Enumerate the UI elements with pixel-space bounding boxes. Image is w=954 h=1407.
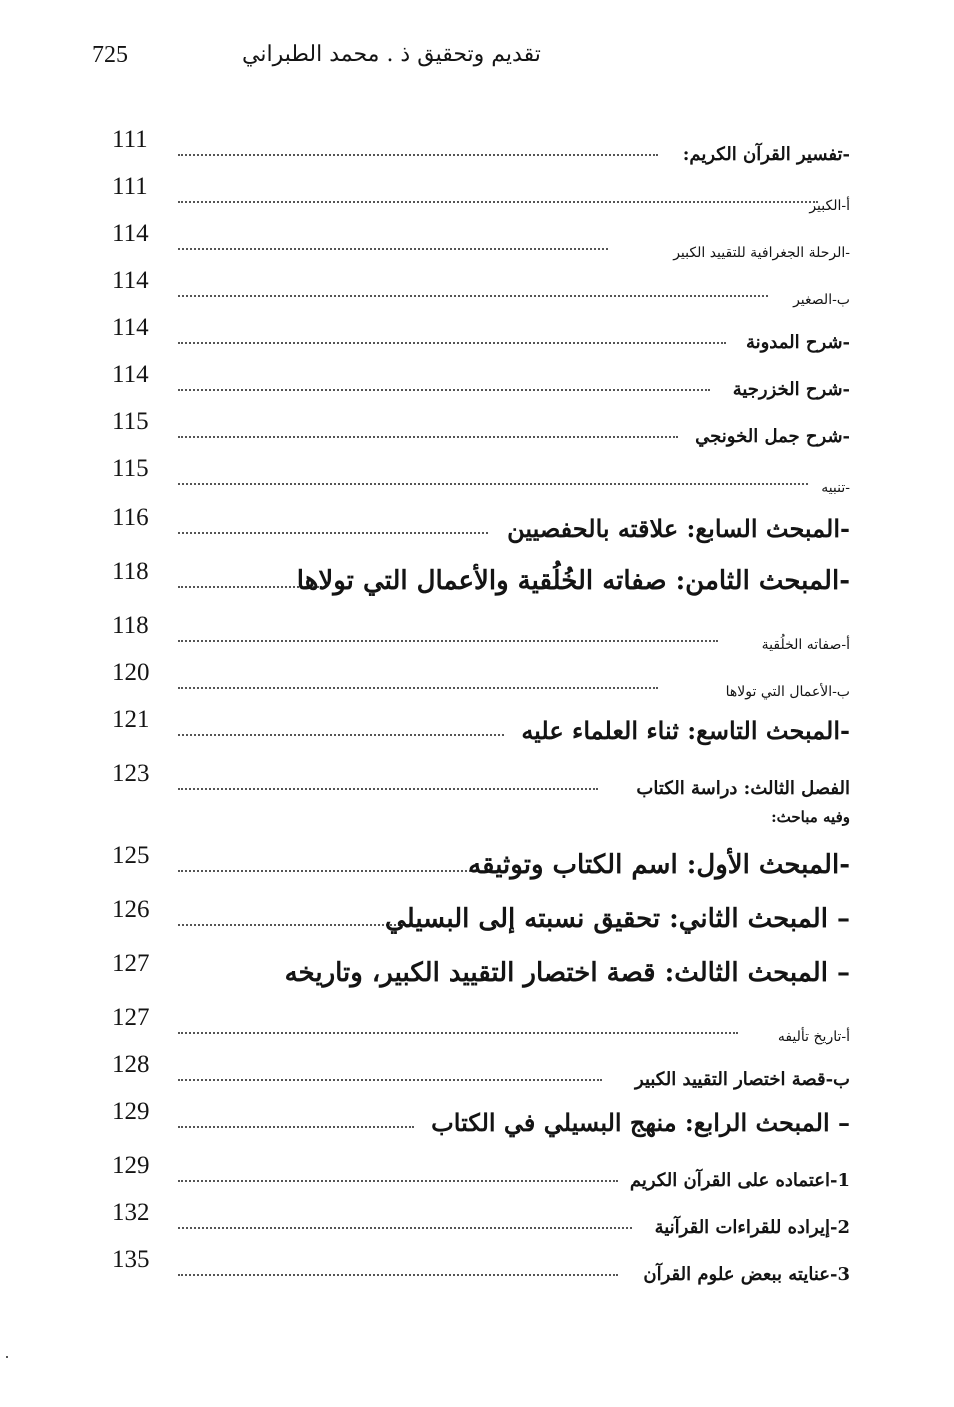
toc-entry — [112, 1199, 850, 1247]
toc-entry — [112, 1152, 850, 1200]
toc-entry-title: -شرح المدونة — [745, 332, 850, 353]
toc-entry — [112, 1098, 850, 1146]
page-number: 725 — [92, 42, 128, 68]
toc-entry-title: – المبحث الثالث: قصة اختصار التقييد الكبير، وتاريخه — [284, 958, 850, 988]
leader-dots — [178, 154, 658, 156]
toc-page-number: 129 — [112, 1098, 150, 1125]
toc-page-number: 132 — [112, 1199, 150, 1226]
leader-dots — [178, 201, 818, 203]
toc-entry-title: -شرح جمل الخونجي — [695, 426, 850, 447]
toc-entry — [112, 314, 850, 362]
leader-dots — [178, 924, 416, 926]
toc-entry — [112, 126, 850, 174]
leader-dots — [178, 1180, 618, 1182]
toc-entry-title: 2-إيراده للقراءات القرآنية — [654, 1217, 850, 1238]
toc-entry-title: -تنبيه — [821, 480, 850, 496]
toc-page-number: 135 — [112, 1246, 150, 1273]
toc-page-number: 127 — [112, 1004, 150, 1031]
toc-page-number: 111 — [112, 126, 148, 153]
toc-entry — [112, 361, 850, 409]
toc-entry-title: -الرحلة الجغرافية للتقييد الكبير — [673, 245, 850, 261]
toc-page-number: 115 — [112, 455, 149, 482]
toc-page-number: 121 — [112, 706, 150, 733]
leader-dots — [178, 248, 608, 250]
toc-entry-title: -المبحث الثامن: صفاته الخُلُقية والأعمال التي تولاها — [296, 566, 850, 596]
leader-dots — [178, 870, 474, 872]
toc-entry-title: -المبحث الأول: اسم الكتاب وتوثيقه — [468, 850, 850, 880]
toc-entry-title: 3-عنايته ببعض علوم القرآن — [643, 1264, 850, 1285]
toc-page-number: 120 — [112, 659, 150, 686]
toc-entry-title: ب-الصغير — [793, 292, 850, 308]
toc-entry-title: الفصل الثالث: دراسة الكتاب — [636, 778, 850, 799]
leader-dots — [178, 483, 808, 485]
toc-entry — [112, 612, 850, 660]
toc-page-number: 111 — [112, 173, 148, 200]
toc-page-number: 129 — [112, 1152, 150, 1179]
toc-page-number: 126 — [112, 896, 150, 923]
toc-page-number: 125 — [112, 842, 150, 869]
chapter-subnote: وفيه مباحث: — [771, 808, 850, 826]
toc-entry-title: -تفسير القرآن الكريم: — [682, 144, 850, 165]
leader-dots — [178, 1227, 632, 1229]
toc-entry — [112, 504, 850, 552]
toc-page-number: 118 — [112, 558, 149, 585]
toc-entry — [112, 408, 850, 456]
leader-dots — [178, 687, 658, 689]
toc-entry-title: ب-الأعمال التي تولاها — [725, 684, 850, 700]
toc-page-number: 127 — [112, 950, 150, 977]
toc-entry — [112, 267, 850, 315]
toc-entry — [112, 558, 850, 606]
toc-entry-title: ب-قصة اختصار التقييد الكبير — [635, 1069, 850, 1090]
leader-dots — [178, 342, 726, 344]
toc-entry-title: أ-صفاته الخلُقية — [761, 637, 850, 653]
scan-speck — [6, 1356, 8, 1358]
toc-entry — [112, 1051, 850, 1099]
toc-page-number: 118 — [112, 612, 149, 639]
toc-entry — [112, 950, 850, 998]
leader-dots — [178, 389, 710, 391]
toc-page-number: 115 — [112, 408, 149, 435]
toc-entry — [112, 173, 850, 221]
leader-dots — [178, 1126, 414, 1128]
leader-dots — [178, 734, 504, 736]
toc-page-number: 116 — [112, 504, 149, 531]
toc-entry-title: -المبحث السابع: علاقته بالحفصيين — [507, 514, 850, 543]
toc-entry — [112, 842, 850, 890]
toc-entry — [112, 760, 850, 808]
toc-entry — [112, 1004, 850, 1052]
leader-dots — [178, 1274, 618, 1276]
toc-entry — [112, 706, 850, 754]
toc-entry-title: -المبحث التاسع: ثناء العلماء عليه — [521, 716, 850, 745]
leader-dots — [178, 532, 488, 534]
toc-entry — [112, 1246, 850, 1294]
toc-entry-title: -شرح الخزرجية — [732, 379, 850, 400]
toc-page-number: 114 — [112, 267, 149, 294]
toc-entry-title: 1-اعتماده على القرآن الكريم — [629, 1170, 850, 1191]
toc-entry-title: – المبحث الثاني: تحقيق نسبته إلى البسيلي — [385, 904, 850, 934]
toc-entry — [112, 455, 850, 503]
toc-entry — [112, 220, 850, 268]
toc-page-number: 114 — [112, 361, 149, 388]
toc-entry-title: أ-الكبير — [809, 198, 850, 214]
toc-page-number: 123 — [112, 760, 150, 787]
leader-dots — [178, 1079, 602, 1081]
toc-entry-title: – المبحث الرابع: منهج البسيلي في الكتاب — [431, 1108, 850, 1137]
toc-page-number: 114 — [112, 220, 149, 247]
leader-dots — [178, 640, 718, 642]
leader-dots — [178, 788, 598, 790]
running-title: تقديم وتحقيق ذ . محمد الطبراني — [242, 42, 541, 67]
leader-dots — [178, 1032, 738, 1034]
toc-page-number: 114 — [112, 314, 149, 341]
leader-dots — [178, 295, 768, 297]
toc-entry-title: أ-تاريخ تأليفه — [777, 1029, 850, 1045]
toc-entry — [112, 659, 850, 707]
toc-page-number: 128 — [112, 1051, 150, 1078]
toc-entry — [112, 896, 850, 944]
leader-dots — [178, 436, 678, 438]
